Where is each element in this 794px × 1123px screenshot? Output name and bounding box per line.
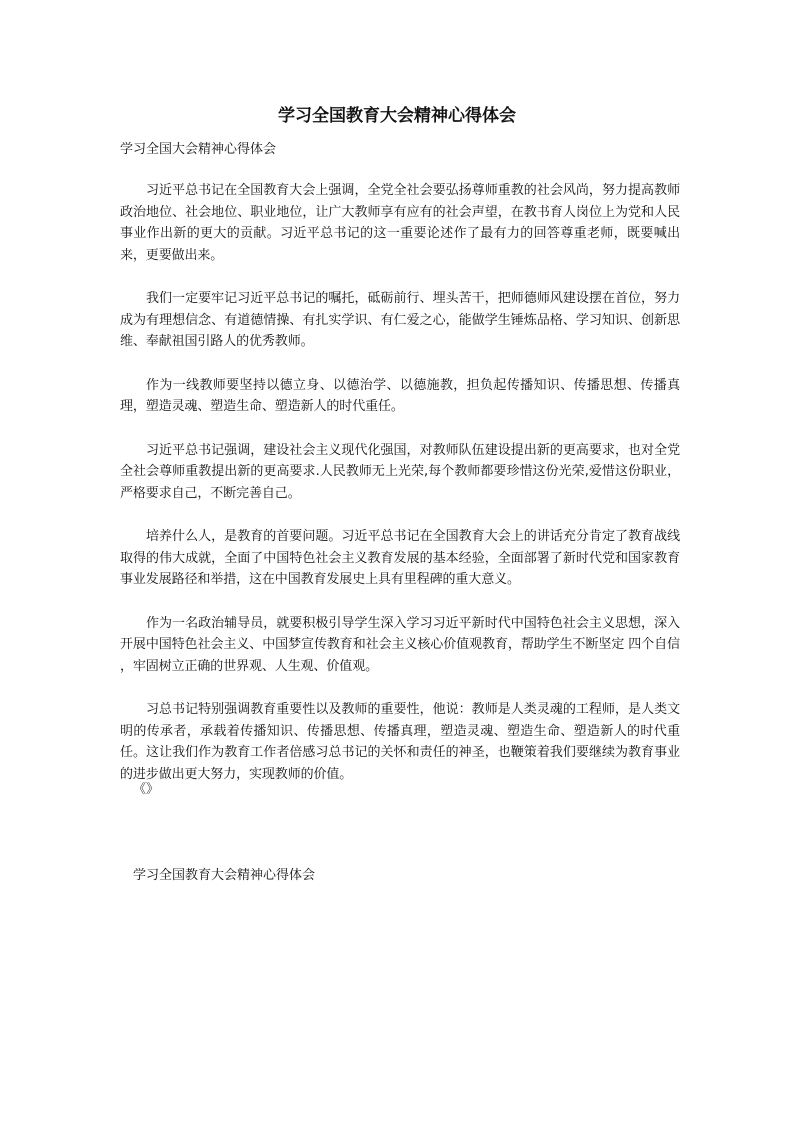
paragraph-3: 作为一线教师要坚持以德立身、以德治学、以德施教，担负起传播知识、传播思想、传播真理，塑造灵魂、塑造生命、塑造新人的时代重任。 xyxy=(120,377,680,414)
paragraph-2: 我们一定要牢记习近平总书记的嘱托，砥砺前行、埋头苦干，把师德师风建设摆在首位，努力成为有理想信念、有道德情操、有扎实学识、有仁爱之心，能做学生锤炼品格、学习知识、创新思维、奉献祖国引路人的优秀教师。 xyxy=(120,291,680,349)
document-title: 学习全国教育大会精神心得体会 xyxy=(278,106,516,126)
document-body xyxy=(120,180,680,807)
paragraph-4: 习近平总书记强调，建设社会主义现代化强国，对教师队伍建设提出新的更高要求，也对全党全社会尊师重教提出新的更高要求.人民教师无上光荣,每个教师都要珍惜这份光荣,爱惜这份职业，严格要求自己，不断完善自己。 xyxy=(120,442,680,501)
paragraph-5: 培养什么人，是教育的首要问题。习近平总书记在全国教育大会上的讲话充分肯定了教育战线取得的伟大成就，全面了中国特色社会主义教育发展的基本经验，全面部署了新时代党和国家教育事业发展路径和举措，这在中国教育发展史上具有里程碑的重大意义。 xyxy=(120,529,680,587)
document-subtitle: 学习全国大会精神心得体会 xyxy=(120,142,277,157)
paragraph-7: 习总书记特别强调教育重要性以及教师的重要性，他说：教师是人类灵魂的工程师，是人类文明的传承者，承载着传播知识、传播思想、传播真理，塑造灵魂、塑造生命、塑造新人的时代重任。这让我们作为教育工作者倍感习总书记的关怀和责任的神圣，也鞭策着我们要继续为教育事业的进步做出更大努力，实现教师的价值。 xyxy=(120,702,680,782)
document-footer-title: 学习全国教育大会精神心得体会 xyxy=(133,868,316,883)
paragraph-1: 习近平总书记在全国教育大会上强调，全党全社会要弘扬尊师重教的社会风尚，努力提高教师政治地位、社会地位、职业地位，让广大教师享有应有的社会声望，在教书育人岗位上为党和人民事业作出新的更大的贡献。习近平总书记的这一重要论述作了最有力的回答尊重老师，既要喊出来，更要做出来。 xyxy=(120,183,680,263)
book-title-marks: 《》 xyxy=(133,782,160,797)
paragraph-6: 作为一名政治辅导员，就要积极引导学生深入学习习近平新时代中国特色社会主义思想，深入开展中国特色社会主义、中国梦宣传教育和社会主义核心价值观教育，帮助学生不断坚定 四个自信 ，牢固树立正确的世界观、人生观、价值观。 xyxy=(120,615,680,674)
